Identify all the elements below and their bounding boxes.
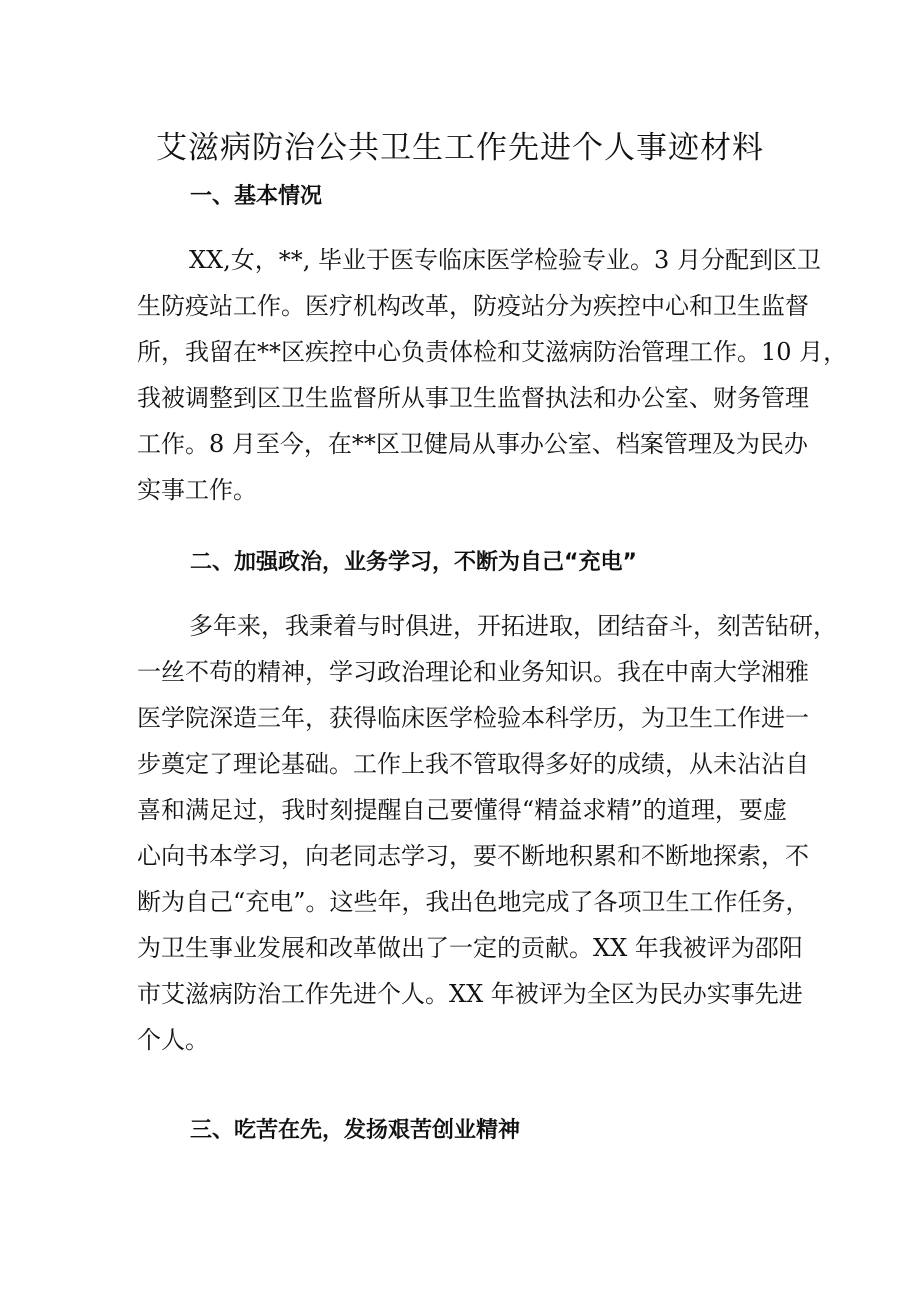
paragraph-line: 个人。 [137,1026,209,1054]
paragraph-line: 步奠定了理论基础。工作上我不管取得多好的成绩，从未沾沾自 [137,750,809,778]
document-title: 艾滋病防治公共卫生工作先进个人事迹材料 [156,130,764,166]
section-heading-study: 二、加强政治，业务学习，不断为自己“充电” [190,550,637,575]
paragraph-line: 断为自己“充电”。这些年，我出色地完成了各项卫生工作任务， [137,888,810,916]
paragraph-line: 医学院深造三年，获得临床医学检验本科学历，为卫生工作进一 [137,704,809,732]
paragraph-line: 所，我留在**区疾控中心负责体检和艾滋病防治管理工作。10 月， [137,338,848,366]
paragraph-line: 一丝不苟的精神，学习政治理论和业务知识。我在中南大学湘雅 [137,658,809,686]
paragraph-line: 为卫生事业发展和改革做出了一定的贡献。XX 年我被评为邵阳 [137,934,803,962]
paragraph-line: XX,女，**, 毕业于医专临床医学检验专业。3 月分配到区卫 [189,246,821,274]
paragraph-line: 喜和满足过，我时刻提醒自己要懂得“精益求精”的道理，要虚 [137,796,787,824]
paragraph-line: 工作。8 月至今，在**区卫健局从事办公室、档案管理及为民办 [137,430,808,458]
paragraph-line: 我被调整到区卫生监督所从事卫生监督执法和办公室、财务管理 [137,384,809,412]
paragraph-line: 实事工作。 [137,476,257,504]
paragraph-line: 心向书本学习，向老同志学习，要不断地积累和不断地探索，不 [137,842,809,870]
section-heading-basic-info: 一、基本情况 [190,184,323,209]
paragraph-line: 市艾滋病防治工作先进个人。XX 年被评为全区为民办实事先进 [137,980,803,1008]
section-paragraph-study [137,603,837,1063]
paragraph-line: 多年来，我秉着与时俱进，开拓进取，团结奋斗，刻苦钻研， [189,612,837,640]
section-heading-hardship: 三、吃苦在先，发扬艰苦创业精神 [190,1118,521,1143]
section-paragraph-basic-info [137,237,848,513]
paragraph-line: 生防疫站工作。医疗机构改革，防疫站分为疾控中心和卫生监督 [137,292,809,320]
